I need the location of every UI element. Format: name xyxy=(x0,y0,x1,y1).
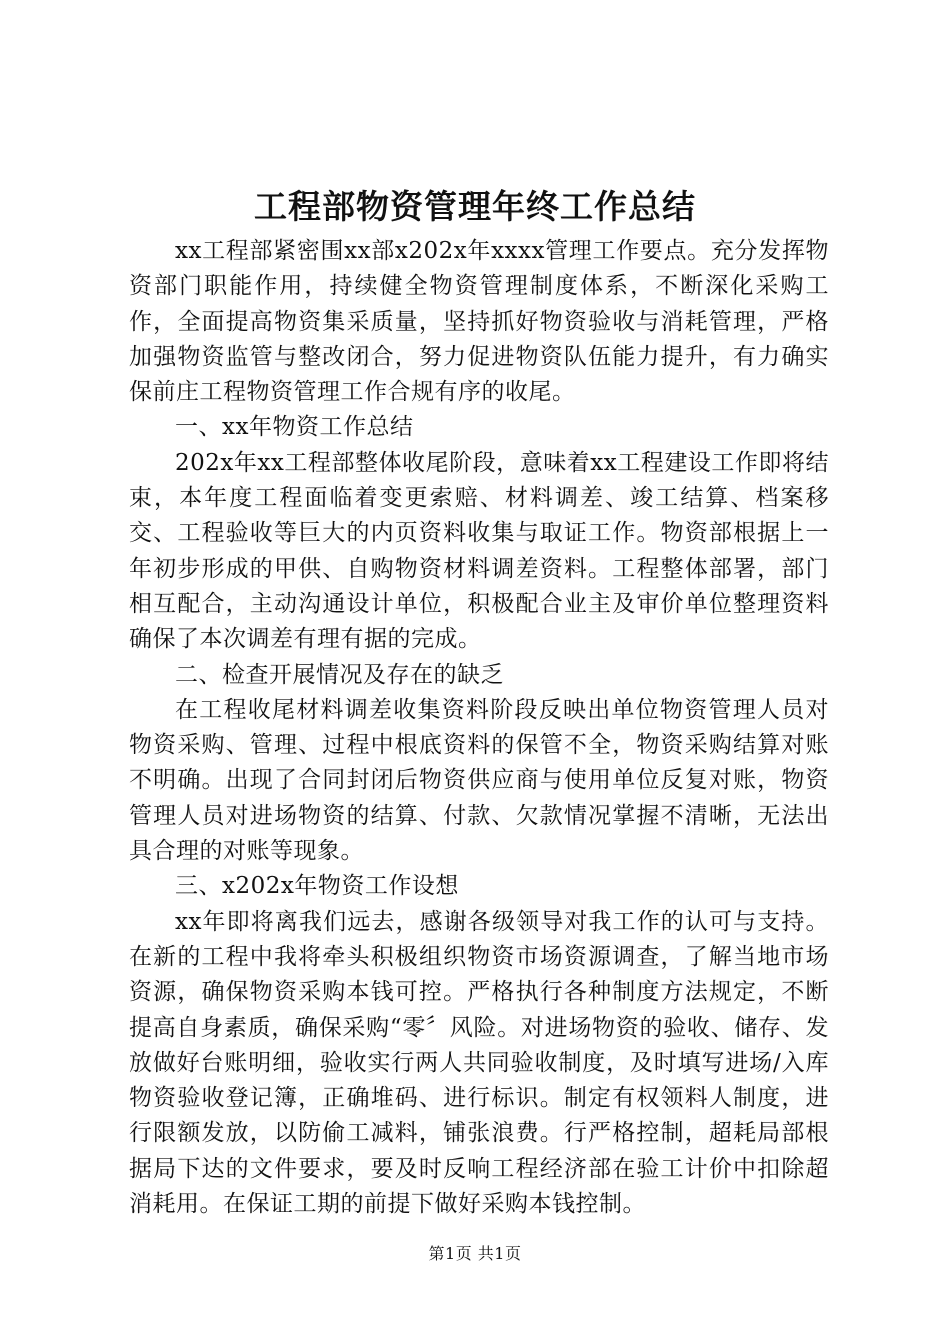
intro-paragraph: xx工程部紧密围xx部x202x年xxxx管理工作要点。充分发挥物资部门职能作用，持续健全物资管理制度体系，不断深化采购工作，全面提高物资集采质量，坚持抓好物资验收与消耗管理，严格加强物资监管与整改闭合，努力促进物资队伍能力提升，有力确实保前庄工程物资管理工作合规有序的收尾。 xyxy=(129,238,829,406)
section-heading-2: 二、检查开展情况及存在的缺乏 xyxy=(175,661,504,688)
section-heading-1: 一、xx年物资工作总结 xyxy=(175,414,414,441)
section-paragraph-3: xx年即将离我们远去，感谢各级领导对我工作的认可与支持。在新的工程中我将牵头积极组织物资市场资源调查，了解当地市场资源，确保物资采购本钱可控。严格执行各种制度方法规定，不断提高自身素质，确保采购“零〞风险。对进场物资的验收、储存、发放做好台账明细，验收实行两人共同验收制度，及时填写进场/入库物资验收登记簿，正确堆码、进行标识。制定有权领料人制度，进行限额发放，以防偷工减料，铺张浪费。行严格控制，超耗局部根据局下达的文件要求，要及时反响工程经济部在验工计价中扣除超消耗用。在保证工期的前提下做好采购本钱控制。 xyxy=(129,908,829,1218)
page-footer: 第1页 共1页 xyxy=(428,1244,522,1263)
section-paragraph-1: 202x年xx工程部整体收尾阶段，意味着xx工程建设工作即将结束，本年度工程面临着变更索赔、材料调差、竣工结算、档案移交、工程验收等巨大的内页资料收集与取证工作。物资部根据上一年初步形成的甲供、自购物资材料调差资料。工程整体部署，部门相互配合，主动沟通设计单位，积极配合业主及审价单位整理资料确保了本次调差有理有据的完成。 xyxy=(129,449,829,653)
section-heading-3: 三、x202x年物资工作设想 xyxy=(175,873,459,900)
document-body xyxy=(129,234,829,1222)
document-title: 工程部物资管理年终工作总结 xyxy=(254,187,696,226)
section-paragraph-2: 在工程收尾材料调差收集资料阶段反映出单位物资管理人员对物资采购、管理、过程中根底资料的保管不全，物资采购结算对账不明确。出现了合同封闭后物资供应商与使用单位反复对账，物资管理人员对进场物资的结算、付款、欠款情况掌握不清晰，无法出具合理的对账等现象。 xyxy=(129,696,829,865)
